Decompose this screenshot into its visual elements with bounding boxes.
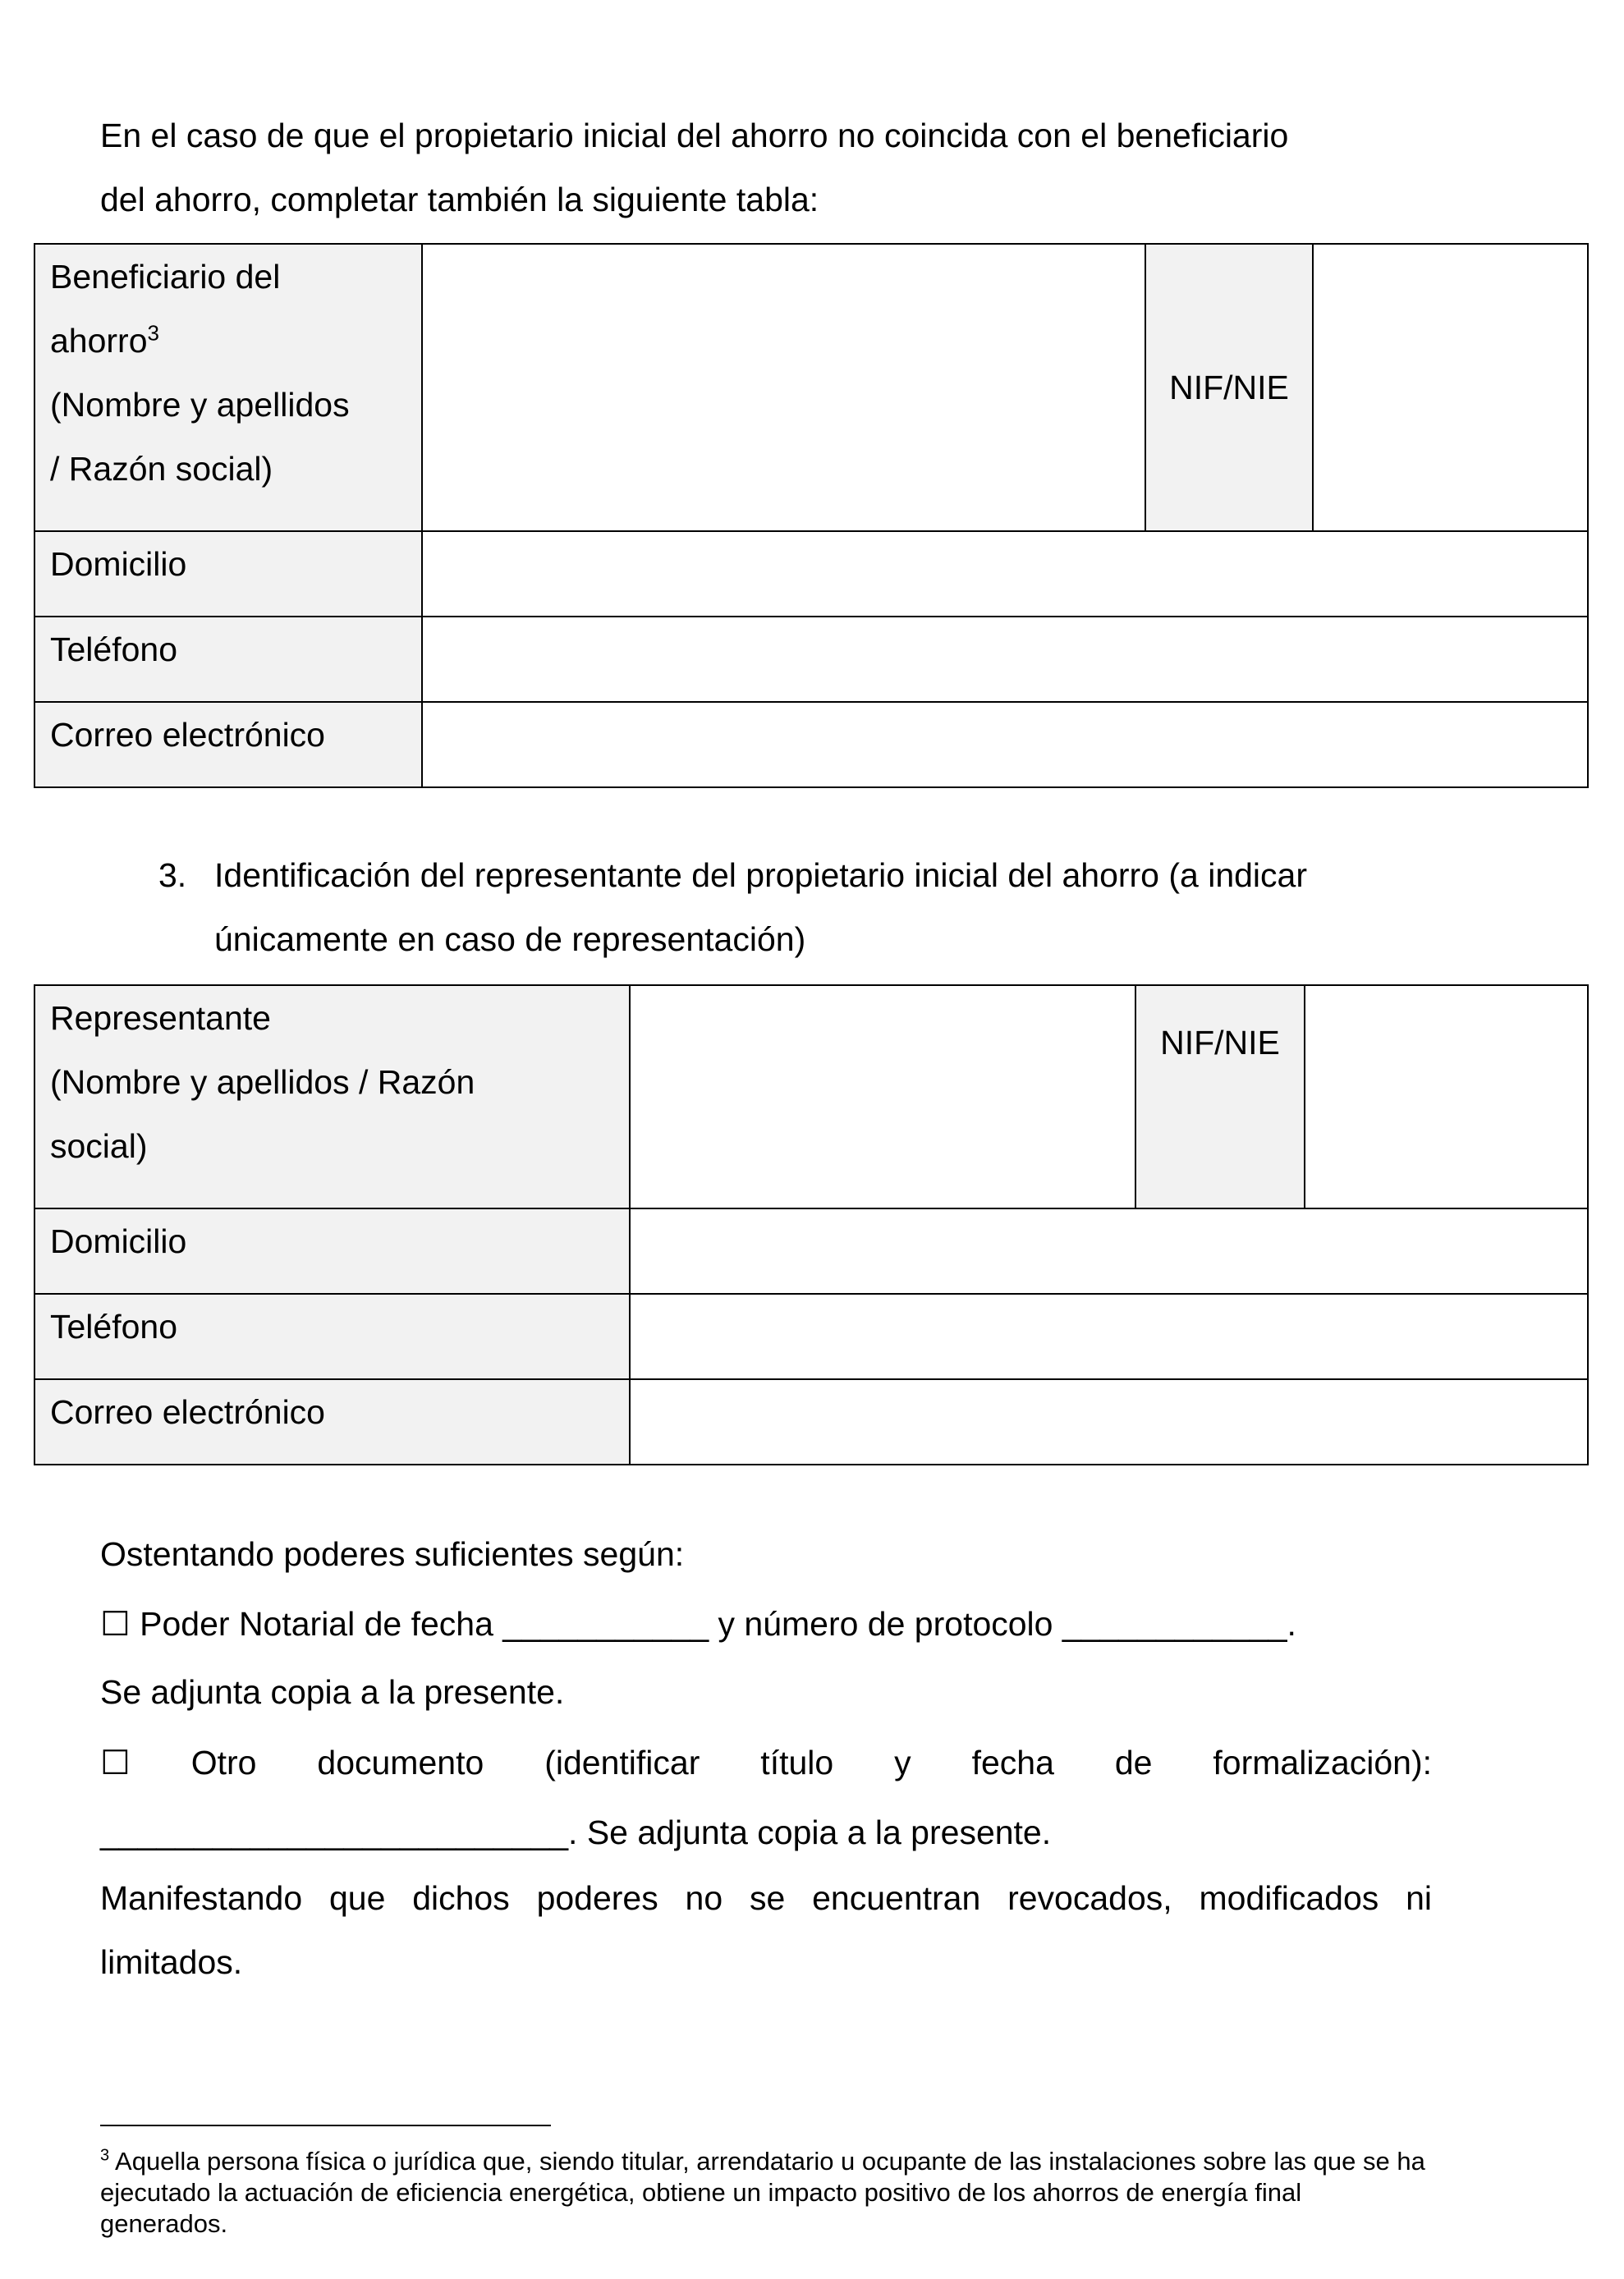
declaration-line-2: limitados. [100,1943,243,1981]
nif-label: NIF/NIE [1135,985,1305,1208]
domicilio-label: Domicilio [34,531,422,617]
correo-field[interactable] [630,1379,1588,1465]
representative-table [34,984,1589,1465]
correo-label: Correo electrónico [34,1379,630,1465]
representative-name-field[interactable] [630,985,1135,1208]
beneficiary-table [34,243,1589,788]
representative-name-label: Representante (Nombre y apellidos / Razón social) [34,985,630,1208]
footnote-separator [100,2125,551,2126]
other-document-blank: _________________________. Se adjunta copia a la presente. [100,1814,1052,1851]
other-document-option[interactable]: ☐ Otro documento (identificar título y fecha de formalización): [100,1744,1432,1781]
notarial-power-option[interactable]: ☐ Poder Notarial de fecha ___________ y número de protocolo ____________. [100,1605,1296,1643]
telefono-field[interactable] [630,1294,1588,1379]
nif-label: NIF/NIE [1145,244,1313,531]
powers-intro: Ostentando poderes suficientes según: [100,1535,685,1573]
intro-line-1: En el caso de que el propietario inicial del ahorro no coincida con el beneficiario [100,117,1289,154]
declaration-line-1: Manifestando que dichos poderes no se encuentran revocados, modificados ni [100,1879,1432,1917]
attached-copy-note: Se adjunta copia a la presente. [100,1673,565,1711]
beneficiary-name-field[interactable] [422,244,1145,531]
section-title-line-1: Identificación del representante del propietario inicial del ahorro (a indicar [214,856,1307,894]
correo-label: Correo electrónico [34,702,422,787]
telefono-label: Teléfono [34,617,422,702]
intro-line-2: del ahorro, completar también la siguiente tabla: [100,181,819,218]
section-title-line-2: únicamente en caso de representación) [214,920,806,958]
telefono-field[interactable] [422,617,1588,702]
domicilio-field[interactable] [630,1208,1588,1294]
representative-nif-field[interactable] [1305,985,1588,1208]
telefono-label: Teléfono [34,1294,630,1379]
domicilio-field[interactable] [422,531,1588,617]
section-number: 3. [158,856,187,894]
footnote: $^3$ Aquella persona física o jurídica que, siendo titular, arrendatario u ocupante de las instalaciones sobre las que se ha ejecutado la actuación de eficiencia energética, obtiene un impacto positivo de los ahorros de energía final generados. [100,2146,1425,2238]
correo-field[interactable] [422,702,1588,787]
beneficiary-nif-field[interactable] [1313,244,1588,531]
beneficiary-name-label: Beneficiario del ahorro$^3$ (Nombre y apellidos / Razón social) [34,244,422,531]
domicilio-label: Domicilio [34,1208,630,1294]
